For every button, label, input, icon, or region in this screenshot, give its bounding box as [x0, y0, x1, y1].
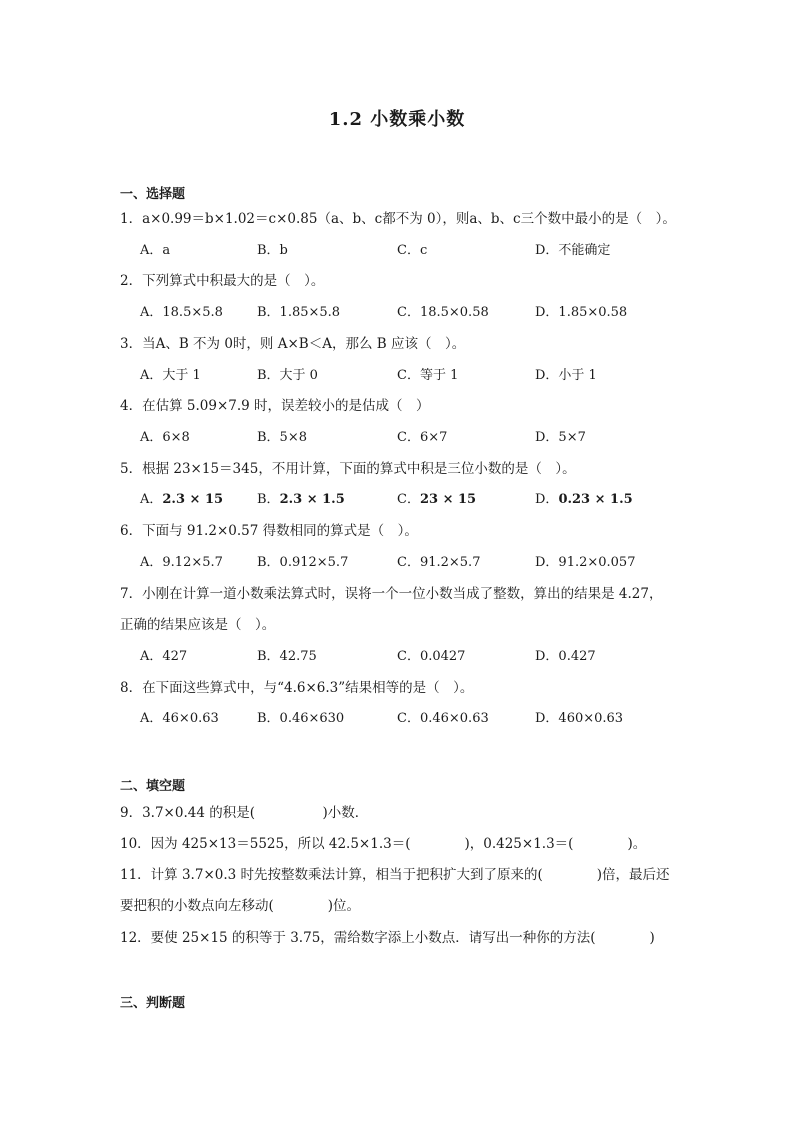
option-a: A．a: [140, 243, 171, 258]
option-b: B．5×8: [257, 430, 307, 445]
option-b: B．0.912×5.7: [257, 555, 349, 570]
question-7-options: [140, 645, 680, 665]
option-a: A．427: [140, 649, 188, 664]
question-3-options: [140, 364, 680, 384]
question-6-options: [140, 551, 680, 571]
option-d: D．不能确定: [535, 243, 611, 258]
option-expression: 23 × 15: [419, 492, 477, 507]
option-d: D．0.427: [535, 649, 596, 664]
option-d: D．5×7: [535, 430, 586, 445]
question-3: 3．当A、B 不为 0时，则 A×B＜A，那么 B 应该（ ）。: [120, 336, 466, 352]
option-b: B．0.46×630: [257, 711, 345, 726]
option-c: C．0.46×0.63: [397, 711, 489, 726]
option-expression: 0.23 × 1.5: [558, 492, 633, 507]
question-1-options: [140, 239, 680, 259]
option-expression: 2.3 × 1.5: [279, 492, 345, 507]
option-a: A．46×0.63: [140, 711, 219, 726]
option-c: [397, 488, 476, 507]
question-8-options: [140, 707, 680, 727]
option-d: D．1.85×0.58: [535, 305, 628, 320]
question-6: 6．下面与 91.2×0.57 得数相同的算式是（ ）。: [120, 523, 418, 539]
section-fill-heading: 二、填空题: [120, 779, 186, 794]
option-a: [140, 488, 223, 507]
option-d: [535, 488, 633, 507]
question-5-options: [140, 488, 680, 508]
option-d: D．460×0.63: [535, 711, 624, 726]
option-a: A．6×8: [140, 430, 190, 445]
option-a: A．9.12×5.7: [140, 555, 223, 570]
option-c: C．91.2×5.7: [397, 555, 481, 570]
option-c: C．0.0427: [397, 649, 466, 664]
question-11-line-2: 要把积的小数点向左移动( )位。: [120, 898, 361, 914]
option-c: C．18.5×0.58: [397, 305, 489, 320]
section-judge-heading: 三、判断题: [120, 996, 186, 1011]
question-2: 2．下列算式中积最大的是（ ）。: [120, 273, 325, 289]
question-11-line-1: 11．计算 3.7×0.3 时先按整数乘法计算，相当于把积扩大到了原来的( )倍，最后还: [120, 867, 670, 883]
option-b: B．1.85×5.8: [257, 305, 341, 320]
option-d: D．小于 1: [535, 368, 597, 383]
option-letter: A．: [140, 492, 163, 507]
option-d: D．91.2×0.057: [535, 555, 636, 570]
option-b: B．42.75: [257, 649, 317, 664]
question-2-options: [140, 301, 680, 321]
question-5: 5．根据 23×15＝345，不用计算，下面的算式中积是三位小数的是（ ）。: [120, 461, 576, 477]
option-letter: B．: [257, 492, 280, 507]
option-b: B．大于 0: [257, 368, 318, 383]
option-c: C．等于 1: [397, 368, 459, 383]
option-a: A．18.5×5.8: [140, 305, 223, 320]
option-c: C．c: [397, 243, 428, 258]
option-a: A．大于 1: [140, 368, 201, 383]
question-7-line-2: 正确的结果应该是（ ）。: [120, 617, 276, 633]
option-letter: C．: [397, 492, 420, 507]
question-4-options: [140, 426, 680, 446]
page-title: 1.2 小数乘小数: [328, 109, 466, 130]
question-9: 9．3.7×0.44 的积是( )小数．: [120, 805, 369, 821]
option-c: C．6×7: [397, 430, 448, 445]
question-7-line-1: 7．小刚在计算一道小数乘法算式时，误将一个一位小数当成了整数，算出的结果是 4.27，: [120, 586, 663, 602]
question-10: 10．因为 425×13＝5525，所以 42.5×1.3＝( )，0.425×1.3＝( )。: [120, 836, 647, 852]
option-letter: D．: [535, 492, 559, 507]
question-4: 4．在估算 5.09×7.9 时，误差较小的是估成（ ）: [120, 398, 430, 414]
question-8: 8．在下面这些算式中，与“4.6×6.3”结果相等的是（ ）。: [120, 680, 474, 696]
option-b: [257, 488, 345, 507]
question-12: 12．要使 25×15 的积等于 3.75，需给数字添上小数点．请写出一种你的方法( ): [120, 930, 655, 946]
option-b: B．b: [257, 243, 288, 258]
question-1: 1．a×0.99＝b×1.02＝c×0.85（a、b、c都不为 0），则a、b、c三个数中最小的是（ ）。: [120, 211, 676, 227]
section-choice-heading: 一、选择题: [120, 187, 186, 202]
option-expression: 2.3 × 15: [162, 492, 224, 507]
